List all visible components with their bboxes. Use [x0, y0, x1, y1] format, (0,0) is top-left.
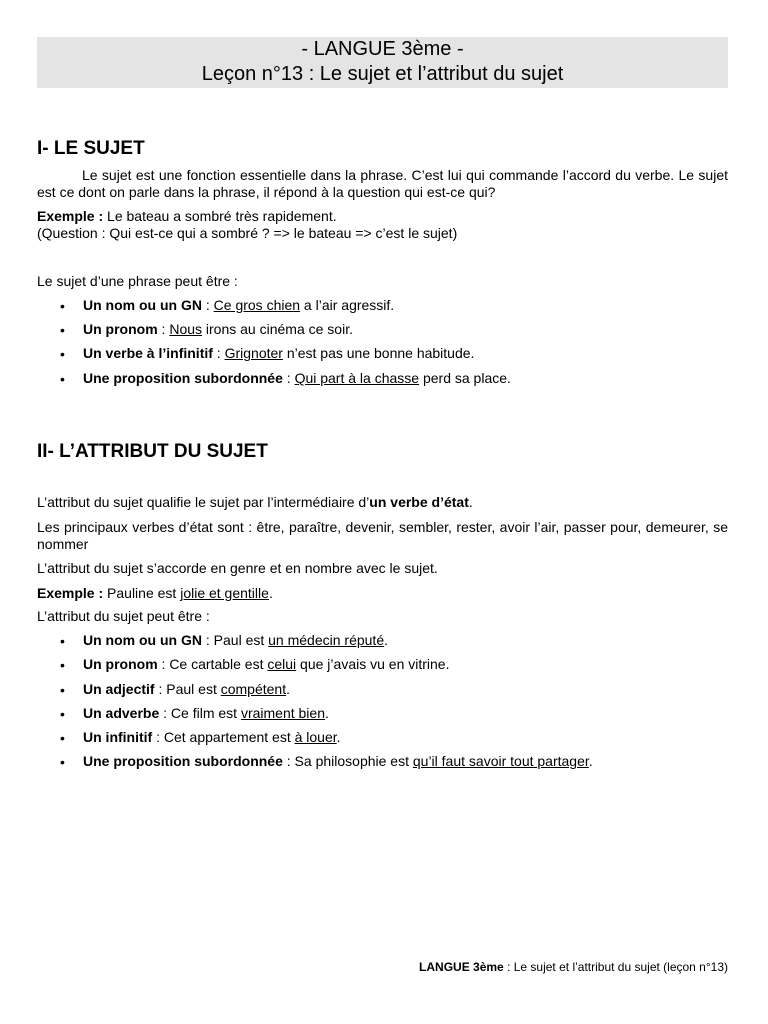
- item-rest: perd sa place.: [419, 370, 511, 386]
- item-sep: :: [157, 321, 170, 337]
- section-2-list-intro: L’attribut du sujet peut être :: [37, 608, 210, 624]
- p1-end: .: [468, 494, 473, 510]
- item-label: Un adverbe: [83, 705, 160, 721]
- item-example: compétent: [220, 681, 287, 697]
- section-1-question: (Question : Qui est-ce qui a sombré ? => le bateau => c’est le sujet): [37, 225, 458, 241]
- example-label: Exemple :: [37, 585, 104, 601]
- item-rest: a l’air agressif.: [300, 297, 395, 313]
- item-sep: :: [201, 297, 214, 313]
- item-rest: irons au cinéma ce soir.: [202, 321, 353, 337]
- item-sep: :: [282, 370, 295, 386]
- item-label: Un verbe à l’infinitif: [83, 345, 213, 361]
- item-label: Un pronom: [83, 321, 158, 337]
- item-example: qu’il faut savoir tout partager: [412, 753, 589, 769]
- item-example: Qui part à la chasse: [294, 370, 420, 386]
- list-item: [83, 705, 723, 722]
- section-2-p3: L’attribut du sujet s’accorde en genre et en nombre avec le sujet.: [37, 560, 438, 576]
- list-item: [83, 370, 723, 387]
- footer-bold: LANGUE 3ème: [419, 960, 504, 974]
- bullet: •: [60, 346, 65, 362]
- item-sep: : Ce cartable est: [157, 656, 268, 672]
- item-example: Grignoter: [224, 345, 283, 361]
- section-2-heading: II- L’ATTRIBUT DU SUJET: [37, 441, 268, 462]
- example-underlined: jolie et gentille: [180, 585, 269, 601]
- list-item: [83, 681, 723, 698]
- title-box: [37, 37, 728, 88]
- item-sep: : Paul est: [201, 632, 269, 648]
- item-example: vraiment bien: [240, 705, 325, 721]
- list-item: [83, 321, 723, 338]
- section-1-example: [37, 208, 728, 225]
- item-example: Ce gros chien: [213, 297, 301, 313]
- section-1-intro: Le sujet est une fonction essentielle dans la phrase. C’est lui qui commande l’accord du verbe. Le sujet est ce dont on parle dans la phrase, il répond à la question qui est-ce qui?: [37, 167, 728, 200]
- item-example: un médecin réputé: [268, 632, 385, 648]
- item-label: Un adjectif: [83, 681, 155, 697]
- section-2-p2: Les principaux verbes d’état sont : être, paraître, devenir, sembler, rester, avoir l’air, passer pour, demeurer, se nommer: [37, 519, 728, 552]
- item-rest: .: [286, 681, 290, 697]
- item-label: Une proposition subordonnée: [83, 753, 283, 769]
- list-item: [83, 729, 723, 746]
- list-item: [83, 753, 723, 770]
- bullet: •: [60, 682, 65, 698]
- page-footer: [419, 960, 728, 975]
- section-1-list-intro: Le sujet d’une phrase peut être :: [37, 273, 238, 289]
- bullet: •: [60, 633, 65, 649]
- bullet: •: [60, 706, 65, 722]
- list-item: [83, 656, 723, 673]
- title-line-2: Leçon n°13 : Le sujet et l’attribut du sujet: [201, 63, 564, 85]
- p1-text: L’attribut du sujet qualifie le sujet par l’intermédiaire d’: [37, 494, 370, 510]
- item-label: Un pronom: [83, 656, 158, 672]
- item-rest: que j’avais vu en vitrine.: [296, 656, 450, 672]
- bullet: •: [60, 657, 65, 673]
- title-line-1: - LANGUE 3ème -: [301, 38, 464, 60]
- item-sep: : Ce film est: [159, 705, 241, 721]
- item-sep: :: [212, 345, 225, 361]
- item-rest: .: [384, 632, 388, 648]
- example-label: Exemple :: [37, 208, 104, 224]
- item-label: Une proposition subordonnée: [83, 370, 283, 386]
- bullet: •: [60, 754, 65, 770]
- item-rest: .: [324, 705, 329, 721]
- list-item: [83, 345, 723, 362]
- item-sep: : Cet appartement est: [152, 729, 295, 745]
- item-rest: .: [336, 729, 341, 745]
- bullet: •: [60, 322, 65, 338]
- bullet: •: [60, 371, 65, 387]
- item-sep: : Paul est: [154, 681, 221, 697]
- item-label: Un nom ou un GN: [83, 632, 202, 648]
- section-2-p1: [37, 494, 728, 511]
- example-pre: Pauline est: [103, 585, 181, 601]
- item-example: Nous: [169, 321, 203, 337]
- item-example: à louer: [294, 729, 337, 745]
- example-end: .: [268, 585, 273, 601]
- bullet: •: [60, 298, 65, 314]
- item-label: Un infinitif: [83, 729, 153, 745]
- item-example: celui: [267, 656, 297, 672]
- item-label: Un nom ou un GN: [83, 297, 202, 313]
- item-sep: : Sa philosophie est: [282, 753, 413, 769]
- p1-bold: un verbe d’état: [369, 494, 469, 510]
- item-rest: n’est pas une bonne habitude.: [282, 345, 475, 361]
- bullet: •: [60, 730, 65, 746]
- list-item: [83, 632, 723, 649]
- example-text: Le bateau a sombré très rapidement.: [103, 208, 337, 224]
- section-1-heading: I- LE SUJET: [37, 138, 145, 159]
- footer-rest: : Le sujet et l’attribut du sujet (leçon n°13): [503, 960, 728, 974]
- item-rest: .: [588, 753, 593, 769]
- list-item: [83, 297, 723, 314]
- section-2-example: [37, 585, 728, 602]
